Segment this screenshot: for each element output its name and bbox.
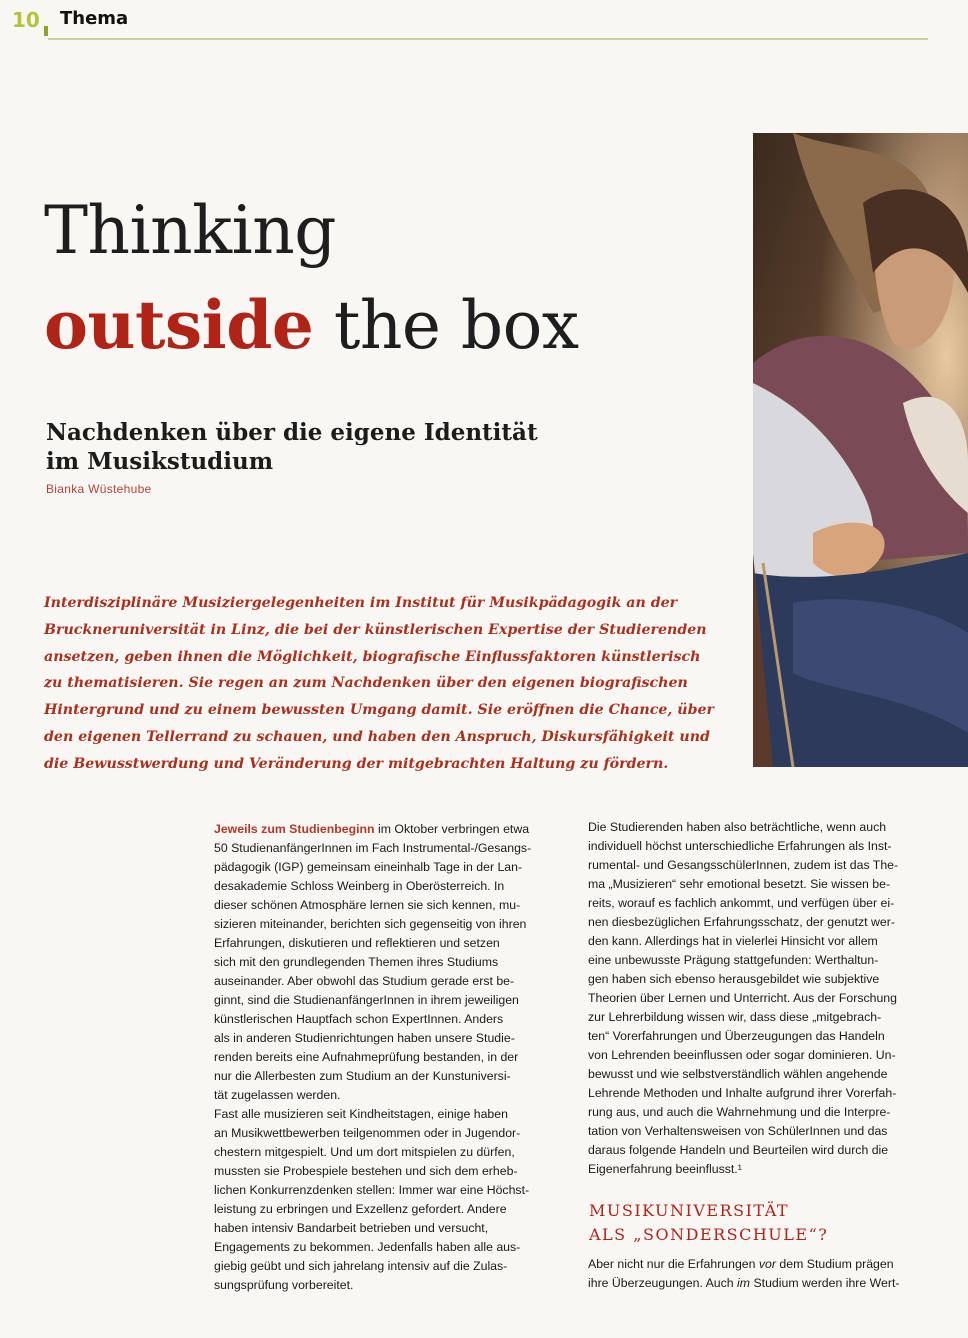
- body-line: rumental- und GesangsschülerInnen, zudem ist das The-: [588, 858, 899, 872]
- run-in-heading: Jeweils zum Studienbeginn: [214, 822, 375, 836]
- body-line: tät zugelassen werden.: [214, 1088, 341, 1102]
- section-heading: [589, 1199, 828, 1247]
- body-line: zur Lehrerbildung wissen wir, dass diese „mitgebrach-: [588, 1010, 882, 1024]
- body-line: als in anderen Studienrichtungen haben unsere Studie-: [214, 1031, 515, 1045]
- article-photo: [753, 133, 968, 767]
- body-line: an Musikwettbewerben teilgenommen oder in Jugendor-: [214, 1126, 521, 1140]
- body-text: dem Studium prägen: [776, 1257, 894, 1271]
- body-line: [214, 820, 564, 839]
- body-line: giebig geübt und sich jahrelang intensiv auf die Zulas-: [214, 1259, 508, 1273]
- body-line: individuell höchst unterschiedliche Erfahrungen als Inst-: [588, 839, 892, 853]
- body-line: sizieren miteinander, berichten sich gegenseitig von ihren: [214, 917, 527, 931]
- body-line: sich mit den grundlegenden Themen ihres Studiums: [214, 955, 499, 969]
- body-text: Studium werden ihre Wert-: [750, 1276, 900, 1290]
- article-title-line2: [44, 286, 579, 364]
- body-text: ihre Überzeugungen. Auch: [588, 1276, 738, 1290]
- body-line: Engagements zu bekommen. Jedenfalls haben alle aus-: [214, 1240, 521, 1254]
- body-line: nen diesbezüglichen Erfahrungsschatz, der genutzt wer-: [588, 915, 895, 929]
- lead-paragraph: [44, 590, 715, 778]
- body-line: 50 StudienanfängerInnen im Fach Instrumental-/Gesangs-: [214, 841, 532, 855]
- author-byline: Bianka Wüstehube: [46, 482, 152, 496]
- body-line: ma „Musizieren“ sehr emotional besetzt. Sie wissen be-: [588, 877, 891, 891]
- page-number: 10: [12, 8, 40, 32]
- body-line: desakademie Schloss Weinberg in Oberösterreich. In: [214, 879, 505, 893]
- body-line: ginnt, sind die StudienanfängerInnen in ihrem jeweiligen: [214, 993, 519, 1007]
- header-tick-mark: [44, 26, 48, 36]
- body-line: Die Studierenden haben also beträchtliche, wenn auch: [588, 820, 887, 834]
- body-text: Aber nicht nur die Erfahrungen: [588, 1257, 759, 1271]
- body-line: bewusst und wie selbstverständlich wählen angehende: [588, 1067, 888, 1081]
- body-line: Erfahrungen, diskutieren und reflektieren und setzen: [214, 936, 500, 950]
- section-heading-line1: MUSIKUNIVERSITÄT: [589, 1201, 790, 1220]
- body-line: künstlerischen Hauptfach schon ExpertInnen. Anders: [214, 1012, 504, 1026]
- section-label: Thema: [60, 8, 129, 29]
- section-heading-line2: ALS „SONDERSCHULE“?: [589, 1225, 829, 1244]
- body-line: lichen Konkurrenzdenken stellen: Immer war eine Höchst-: [214, 1183, 530, 1197]
- body-line: von Lehrenden beeinflussen oder sogar dominieren. Un-: [588, 1048, 896, 1062]
- body-column-right-continued: [588, 1255, 942, 1293]
- subtitle-line1: Nachdenken über die eigene Identität: [46, 419, 538, 446]
- body-line: rung aus, und auch die Wahrnehmung und die Interpre-: [588, 1105, 891, 1119]
- body-line: tation von Verhaltensweisen von SchülerInnen und das: [588, 1124, 888, 1138]
- body-line: daraus folgende Handeln und Beurteilen wird durch die: [588, 1143, 889, 1157]
- emphasis: im: [737, 1276, 751, 1290]
- body-line: pädagogik (IGP) gemeinsam eineinhalb Tage in der Lan-: [214, 860, 523, 874]
- body-column-right: [588, 818, 942, 1179]
- title-rest: the box: [313, 287, 579, 364]
- body-line: Lehrende Methoden und Inhalte aufgrund ihrer Vorerfah-: [588, 1086, 897, 1100]
- article-subtitle: [46, 418, 606, 476]
- body-line: [588, 1274, 942, 1293]
- lead-line: Interdisziplinäre Musiziergelegenheiten im Institut für Musikpädagogik an der: [44, 595, 678, 611]
- body-line: auseinander. Aber obwohl das Studium gerade erst be-: [214, 974, 515, 988]
- body-line: renden bereits eine Aufnahmeprüfung bestanden, in der: [214, 1050, 519, 1064]
- header-rule: [48, 38, 928, 40]
- body-line: Theorien über Lernen und Unterricht. Aus der Forschung: [588, 991, 897, 1005]
- body-text: im Oktober verbringen etwa: [374, 822, 530, 836]
- lead-line: die Bewusstwerdung und Veränderung der mitgebrachten Haltung zu fördern.: [44, 755, 669, 772]
- lead-line: ansetzen, geben ihnen die Möglichkeit, biografische Einflussfaktoren künstlerisch: [44, 648, 701, 665]
- article-title-line1: Thinking: [44, 192, 337, 269]
- body-line: haben intensiv Bandarbeit betrieben und versucht,: [214, 1221, 489, 1235]
- body-line: nur die Allerbesten zum Studium an der Kunstuniversi-: [214, 1069, 511, 1083]
- title-accent-word: outside: [44, 286, 314, 364]
- body-line: sungsprüfung vorbereitet.: [214, 1278, 354, 1292]
- body-line: chestern mitgespielt. Und um dort mitspielen zu dürfen,: [214, 1145, 515, 1159]
- body-line: den kann. Allerdings hat in vielerlei Hinsicht vor allem: [588, 934, 878, 948]
- lead-line: zu thematisieren. Sie regen an zum Nachdenken über den eigenen biografischen: [44, 675, 688, 692]
- body-line: Fast alle musizieren seit Kindheitstagen, einige haben: [214, 1107, 508, 1121]
- body-line: Eigenerfahrung beeinflusst.¹: [588, 1162, 742, 1176]
- body-line: reits, worauf es fachlich ankommt, und verfügen über ei-: [588, 896, 895, 910]
- lead-line: Hintergrund und zu einem bewussten Umgang damit. Sie eröffnen die Chance, über: [44, 702, 715, 719]
- body-line: [588, 1255, 942, 1274]
- body-line: dieser schönen Atmosphäre lernen sie sich kennen, mu-: [214, 898, 521, 912]
- lead-line: den eigenen Tellerrand zu schauen, und haben den Anspruch, Diskursfähigkeit und: [44, 728, 710, 745]
- lead-line: Bruckneruniversität in Linz, die bei der künstlerischen Expertise der Studierenden: [44, 621, 707, 638]
- emphasis: vor: [758, 1257, 776, 1271]
- body-line: gen haben sich ebenso herausgebildet wie subjektive: [588, 972, 880, 986]
- body-column-left: [214, 820, 564, 1295]
- running-header: [0, 0, 968, 42]
- body-line: leistung zu erbringen und Exzellenz gefordert. Andere: [214, 1202, 507, 1216]
- body-line: eine unbewusste Prägung stattgefunden: Werthaltun-: [588, 953, 879, 967]
- body-line: mussten sie Probespiele bestehen und sich dem erheb-: [214, 1164, 518, 1178]
- body-line: ten“ Vorerfahrungen und Überzeugungen das Handeln: [588, 1029, 885, 1043]
- photo-of-students-playing-music-icon: [753, 133, 968, 767]
- subtitle-line2: im Musikstudium: [46, 448, 274, 475]
